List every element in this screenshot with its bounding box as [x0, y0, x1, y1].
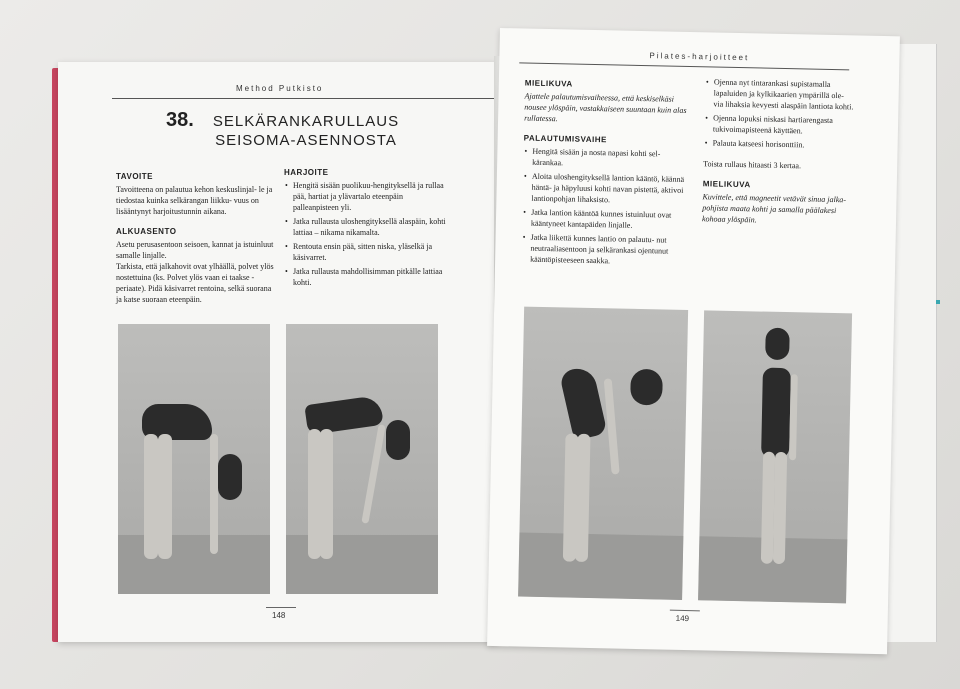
figure-leg [575, 434, 591, 562]
palautumisvaihe-list [521, 146, 691, 268]
list-item: • Ojenna nyt tintarankasi supistamalla lapaluiden ja kylkikaarien ympärillä ole- via lihaksia kevyesti alaspäin lantiota kohti. [713, 76, 855, 112]
tavoite-text: Tavoitteena on palautua kehon keskuslinjal- le ja tiedostaa kuinka selkärangan liikku- vuus on lisääntynyt harjoitustunnin aikana. [116, 185, 273, 216]
photo-half-roll [286, 324, 438, 594]
right-left-column [521, 79, 693, 271]
photo-forward-fold [118, 324, 270, 594]
list-item: • Hengitä sisään puolikuu-hengityksellä ja rullaa pää, hartiat ja ylävartalo eteenpäin palleanpisteen yli. [293, 180, 446, 213]
figure-arm [604, 378, 620, 474]
page-number-left: 148 [272, 611, 286, 620]
figure-torso [559, 365, 608, 441]
figure-torso [761, 368, 791, 459]
list-item: • Hengitä sisään ja nosta napasi kohti sel- kärankaa. [532, 146, 691, 171]
page-number-right: 149 [675, 613, 690, 624]
figure-head [630, 369, 663, 406]
page-number-rule [670, 610, 700, 612]
figure-leg [158, 434, 172, 559]
figure-head [765, 328, 790, 360]
figure-arm [789, 374, 798, 460]
harjoite-column [284, 168, 446, 291]
palautumisvaihe-heading: PALAUTUMISVAIHE [523, 133, 607, 145]
tavoite-heading: TAVOITE [116, 172, 153, 181]
mielikuva-heading-2: MIELIKUVA [702, 179, 751, 190]
mielikuva-heading-1: MIELIKUVA [524, 78, 573, 89]
running-head-left: Method Putkisto [236, 84, 324, 93]
page-title [206, 112, 406, 150]
list-item: • Jatka lantion kääntöä kunnes istuinluut ovat kääntyneet kantapäiden linjalle. [531, 207, 690, 232]
figure-leg [320, 429, 333, 559]
photo-floor [118, 535, 270, 594]
figure-arm [210, 434, 218, 554]
figure-leg [144, 434, 158, 559]
photo-rolling-up [518, 307, 688, 600]
mielikuva-text-2: Kuvittele, että magneetit vetävät sinua jalka- pohjista maata kohti ja samalla päälakesi kohoaa ylöspäin. [701, 192, 847, 225]
alkuasento-text-2: Tarkista, että jalkahovit ovat ylhäällä, polvet ylös nostettuina (ks. Polvet ylös vaan ei taakse -periaate). Pidä käsivarret rentoina, selkä suorana ja katse suoraan eteenpäin. [116, 262, 274, 304]
right-page [487, 28, 900, 654]
alkuasento-text-1: Asetu perusasentoon seisoen, kannat ja istuinluut samalle linjalle. [116, 240, 274, 260]
harjoite-heading: HARJOITE [284, 168, 329, 177]
mielikuva-text-1: Ajattele palautumisvaiheessa, että keskiselkäsi nousee ylöspäin, vastakkaiseen suuntaan kuin alas rullatessa. [524, 91, 687, 124]
left-page [58, 62, 498, 642]
list-item: • Rentouta ensin pää, sitten niska, yläselkä ja käsivarret. [293, 241, 446, 263]
alkuasento-heading: ALKUASENTO [116, 227, 177, 236]
exercise-number: 38. [166, 109, 194, 131]
list-item: • Jatka rullausta uloshengityksellä alaspäin, kohti lattiaa – nikama nikamalta. [293, 216, 446, 238]
continuation-list [704, 76, 855, 151]
repeat-text: Toista rullaus hitaasti 3 kertaa. [703, 159, 802, 171]
list-item: • Palauta katseesi horisonttiin. [713, 137, 854, 151]
list-item: • Aloita uloshengityksellä lantion kääntö, käännä häntä- ja häpyluusi kohti navan pistettä, aktivoi lantionpohjan lihaksisto. [531, 171, 691, 207]
figure-head [218, 454, 242, 500]
photo-standing [698, 310, 852, 603]
harjoite-list [284, 180, 446, 288]
figure-arm [361, 424, 385, 524]
right-right-column [702, 76, 855, 235]
left-column [116, 172, 276, 313]
bookmark-accent [936, 300, 940, 304]
figure-head [386, 420, 410, 460]
running-head-right: Pilates-harjoitteet [649, 51, 750, 63]
header-rule-left [112, 98, 496, 99]
figure-leg [773, 452, 787, 564]
page-number-rule [266, 607, 296, 608]
list-item: • Jatka rullausta mahdollisimman pitkälle lattiaa kohti. [293, 266, 446, 288]
list-item: • Ojenna lopuksi niskasi hartiarengasta tukivoimapisteenä käyttäen. [713, 112, 854, 137]
header-rule-right [519, 62, 849, 70]
title-line-2: SEISOMA-ASENNOSTA [215, 132, 397, 149]
title-line-1: SELKÄRANKARULLAUS [212, 113, 400, 130]
photo-floor [518, 533, 683, 600]
list-item: • Jatka liikettä kunnes lantio on palautu- nut neutraaliasentoon ja selkärankasi ojentunut kääntöpisteeseen saakka. [530, 232, 690, 268]
